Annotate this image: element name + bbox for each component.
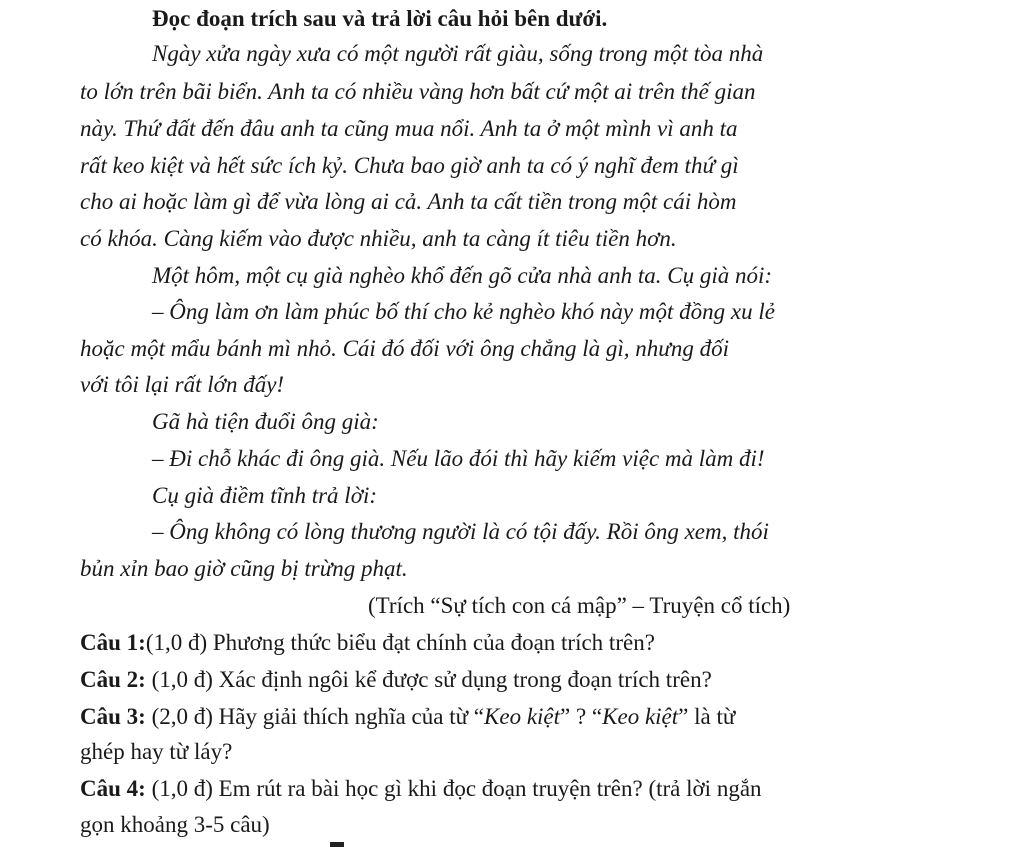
passage-line: hoặc một mẩu bánh mì nhỏ. Cái đó đối với ông chẳng là gì, nhưng đối <box>80 336 729 361</box>
passage-line: với tôi lại rất lớn đấy! <box>80 372 285 397</box>
source-citation: (Trích “Sự tích con cá mập” – Truyện cổ tích) <box>368 593 791 618</box>
question-label: Câu 1: <box>80 630 146 655</box>
passage-line: – Đi chỗ khác đi ông già. Nếu lão đói thì hãy kiếm việc mà làm đi! <box>152 446 765 471</box>
passage-line: – Ông làm ơn làm phúc bố thí cho kẻ nghèo khó này một đồng xu lẻ <box>152 299 775 324</box>
question-3 <box>80 702 735 732</box>
passage-line: cho ai hoặc làm gì để vừa lòng ai cả. Anh ta cất tiền trong một cái hòm <box>80 189 737 214</box>
question-2 <box>80 665 712 695</box>
page-title: Đọc đoạn trích sau và trả lời câu hỏi bên dưới. <box>152 6 608 31</box>
passage-line: Ngày xửa ngày xưa có một người rất giàu, sống trong một tòa nhà <box>152 41 764 66</box>
term-italic: Keo kiệt <box>484 704 561 729</box>
question-3-continuation: ghép hay từ láy? <box>80 739 233 764</box>
passage-line: rất keo kiệt và hết sức ích kỷ. Chưa bao giờ anh ta có ý nghĩ đem thứ gì <box>80 153 739 178</box>
passage-line: to lớn trên bãi biển. Anh ta có nhiều vàng hơn bất cứ một ai trên thế gian <box>80 79 756 104</box>
passage-line: có khóa. Càng kiếm vào được nhiều, anh ta càng ít tiêu tiền hơn. <box>80 226 677 251</box>
passage-line: Một hôm, một cụ già nghèo khổ đến gõ cửa nhà anh ta. Cụ già nói: <box>152 263 773 288</box>
question-label: Câu 2: <box>80 667 146 692</box>
passage-line: này. Thứ đất đến đâu anh ta cũng mua nổi. Anh ta ở một mình vì anh ta <box>80 116 738 141</box>
passage-line: bủn xỉn bao giờ cũng bị trừng phạt. <box>80 556 408 581</box>
question-text: (1,0 đ) Em rút ra bài học gì khi đọc đoạn truyện trên? (trả lời ngắn <box>145 776 762 801</box>
passage-line: Gã hà tiện đuổi ông già: <box>152 409 379 434</box>
question-text: (2,0 đ) Hãy giải thích nghĩa của từ “ <box>145 704 485 729</box>
question-4 <box>80 774 762 804</box>
question-text: (1,0 đ) Phương thức biểu đạt chính của đoạn trích trên? <box>145 630 655 655</box>
cropped-mark-bottom <box>330 842 344 847</box>
passage-line: – Ông không có lòng thương người là có tội đấy. Rồi ông xem, thói <box>152 519 769 544</box>
question-label: Câu 3: <box>80 704 146 729</box>
question-text: ” là từ <box>678 704 736 729</box>
term-italic: Keo kiệt <box>602 704 679 729</box>
passage-line: Cụ già điềm tĩnh trả lời: <box>152 483 378 508</box>
question-label: Câu 4: <box>80 776 146 801</box>
question-text: (1,0 đ) Xác định ngôi kể được sử dụng trong đoạn trích trên? <box>145 667 712 692</box>
question-4-continuation: gọn khoảng 3-5 câu) <box>80 812 270 837</box>
question-1 <box>80 628 655 658</box>
question-text: ” ? “ <box>560 704 603 729</box>
